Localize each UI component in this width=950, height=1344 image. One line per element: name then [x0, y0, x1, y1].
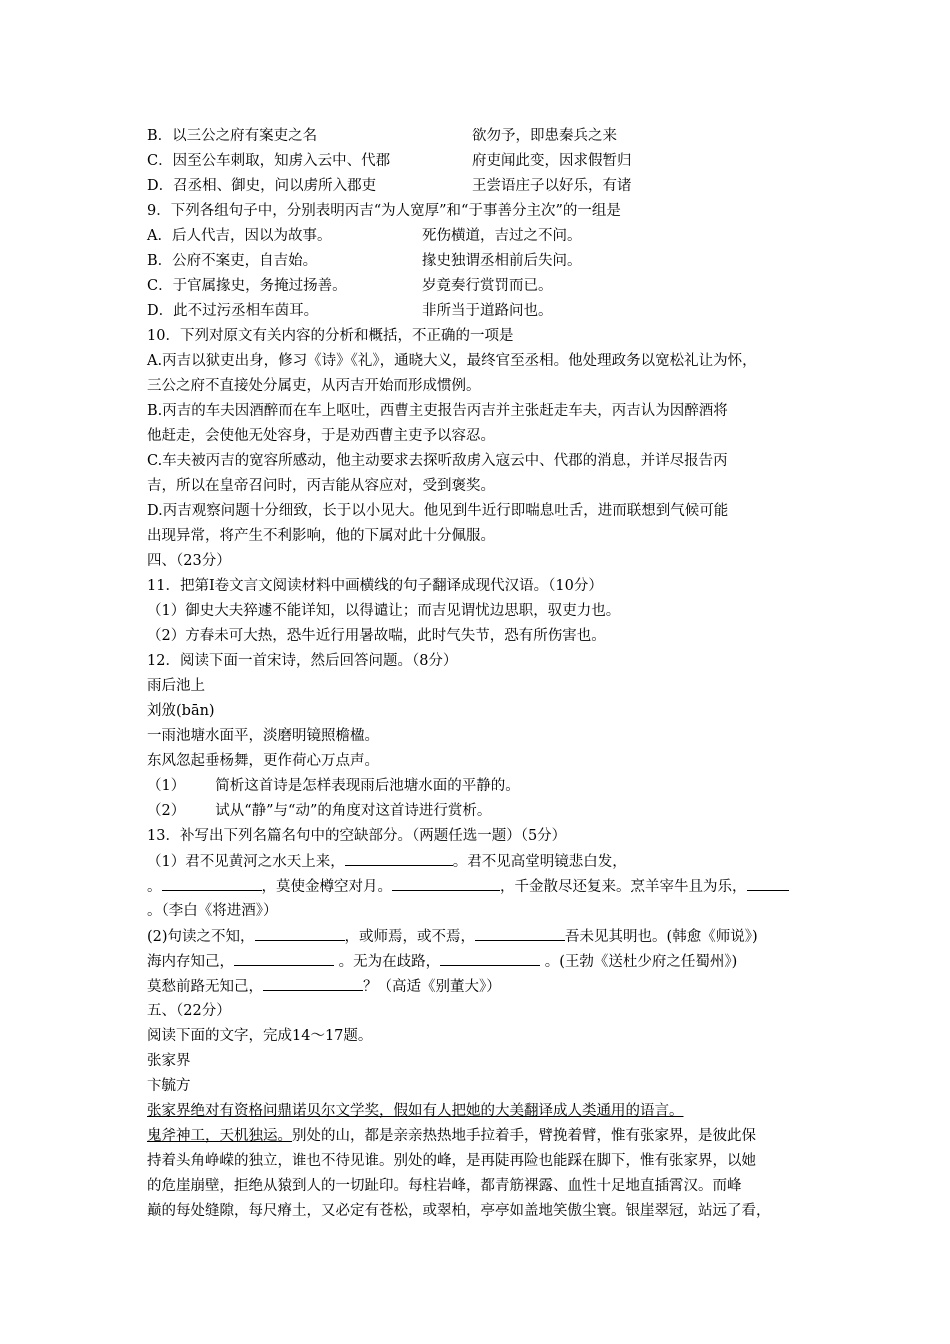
section-four-heading: 四、（23分） [147, 553, 231, 569]
q8-option-d-second: 王尝语庄子以好乐，有诸 [472, 178, 632, 194]
q10-line: 吉，所以在皇帝召问时，丙吉能从容应对，受到褒奖。 [147, 478, 495, 494]
article-paragraph-line: 鬼斧神工，天机独运。别处的山，都是亲亲热热地手拉着手，臂挽着臂，惟有张家界，是彼此保 [147, 1128, 756, 1144]
poem-author: 刘攽(bān) [147, 703, 215, 719]
q10-stem: 10．下列对原文有关内容的分析和概括，不正确的一项是 [147, 328, 514, 344]
article-author: 卞毓方 [147, 1078, 191, 1094]
q10-line: A.丙吉以狱吏出身，修习《诗》《礼》，通晓大义，最终官至丞相。他处理政务以宽松礼让为怀， [147, 353, 757, 369]
fill-blank[interactable] [162, 876, 262, 891]
q9-option-d-second: 非所当于道路问也。 [422, 303, 553, 319]
q9-option-d: D．此不过污丞相车茵耳。 [147, 303, 319, 319]
q12-question-2: （2） 试从“静”与“动”的角度对这首诗进行赏析。 [147, 803, 492, 819]
q10-line: 出现异常，将产生不利影响，他的下属对此十分佩服。 [147, 528, 495, 544]
q10-line: 三公之府不直接处分属吏，从丙吉开始而形成惯例。 [147, 378, 481, 394]
q11-stem: 11．把第Ⅰ卷文言文阅读材料中画横线的句子翻译成现代汉语。（10分） [147, 578, 603, 594]
q9-option-a-second: 死伤横道，吉过之不问。 [422, 228, 582, 244]
q13-part1-line1: （1）君不见黄河之水天上来， 。君不见高堂明镜悲白发， [147, 851, 627, 872]
q10-line: D.丙吉观察问题十分细致，长于以小见大。他见到牛近行即喘息吐舌，进而联想到气候可能 [147, 503, 729, 519]
fill-blank[interactable] [263, 976, 363, 991]
q10-line: B.丙吉的车夫因酒醉而在车上呕吐，西曹主吏报告丙吉并主张赶走车夫，丙吉认为因醉酒将 [147, 403, 728, 419]
fill-blank[interactable] [440, 951, 540, 966]
underlined-sentence: 张家界绝对有资格问鼎诺贝尔文学奖，假如有人把她的大美翻译成人类通用的语言。 [147, 1103, 684, 1119]
fill-blank[interactable] [392, 876, 500, 891]
poem-title: 雨后池上 [147, 678, 205, 694]
fill-blank[interactable] [234, 951, 334, 966]
q13-part2-line2: 海内存知己， 。无为在歧路， 。(王勃《送杜少府之任蜀州》) [147, 951, 737, 972]
fill-blank[interactable] [475, 926, 565, 941]
q12-stem: 12．阅读下面一首宋诗，然后回答问题。（8分） [147, 653, 458, 669]
q8-option-c: C．因至公车刺取，知虏入云中、代郡 [147, 153, 391, 169]
q13-part2-line1: (2)句读之不知， ，或师焉，或不焉， 吾未见其明也。(韩愈《师说》) [147, 926, 758, 947]
article-paragraph-line: 持着头角峥嵘的独立，谁也不待见谁。别处的峰，是再陡再险也能踩在脚下，惟有张家界，以她 [147, 1153, 756, 1169]
q11-item: （1）御史大夫猝遽不能详知，以得谴让；而吉见谓忧边思职，驭吏力也。 [147, 603, 621, 619]
q8-option-b-second: 欲勿予，即患秦兵之来 [472, 128, 617, 144]
q13-part1-line3: 。（李白《将进酒》） [147, 903, 278, 919]
poem-line: 东风忽起垂杨舞，更作荷心万点声。 [147, 753, 379, 769]
q12-question-1: （1） 简析这首诗是怎样表现雨后池塘水面的平静的。 [147, 778, 520, 794]
article-title: 张家界 [147, 1053, 191, 1069]
q9-option-b-second: 掾史独谓丞相前后失问。 [422, 253, 582, 269]
q13-stem: 13．补写出下列名篇名句中的空缺部分。（两题任选一题）（5分） [147, 828, 567, 844]
q10-line: 他赶走，会使他无处容身，于是劝西曹主吏予以容忍。 [147, 428, 495, 444]
q8-option-d: D．召丞相、御史，问以虏所入郡吏 [147, 178, 377, 194]
q9-option-b: B．公府不案吏，自吉始。 [147, 253, 318, 269]
underlined-sentence: 鬼斧神工，天机独运。 [147, 1128, 292, 1144]
fill-blank[interactable] [747, 876, 789, 891]
reading-intro: 阅读下面的文字，完成14～17题。 [147, 1028, 373, 1044]
poem-line: 一雨池塘水面平，淡磨明镜照檐楹。 [147, 728, 379, 744]
q11-item: （2）方春未可大热，恐牛近行用暑故喘，此时气失节，恐有所伤害也。 [147, 628, 606, 644]
q8-option-b: B．以三公之府有案吏之名 [147, 128, 318, 144]
article-paragraph-line: 巅的每处缝隙，每尺瘠土，又必定有苍松，或翠柏，亭亭如盖地笑傲尘寰。银崖翠冠，站远了看， [147, 1203, 771, 1219]
q13-part1-line2: 。 ，莫使金樽空对月。 ，千金散尽还复来。烹羊宰牛且为乐， [147, 876, 789, 897]
q8-option-c-second: 府吏闻此变，因求假暂归 [472, 153, 632, 169]
q9-stem: 9．下列各组句子中，分别表明丙吉“为人宽厚”和“于事善分主次”的一组是 [147, 203, 621, 219]
q9-option-c-second: 岁竟奏行赏罚而已。 [422, 278, 553, 294]
fill-blank[interactable] [255, 926, 345, 941]
fill-blank[interactable] [345, 851, 453, 866]
article-paragraph-line: 的危崖崩壁，拒绝从猿到人的一切趾印。每柱岩峰，都青筋裸露、血性十足地直插霄汉。而峰 [147, 1178, 742, 1194]
q10-line: C.车夫被丙吉的宽容所感动，他主动要求去探听敌虏入寇云中、代郡的消息，并详尽报告丙 [147, 453, 728, 469]
q13-part2-line3: 莫愁前路无知己， ？（高适《别董大》） [147, 976, 501, 997]
q9-option-a: A．后人代吉，因以为故事。 [147, 228, 332, 244]
section-five-heading: 五、（22分） [147, 1003, 231, 1019]
q9-option-c: C．于官属掾史，务掩过扬善。 [147, 278, 347, 294]
